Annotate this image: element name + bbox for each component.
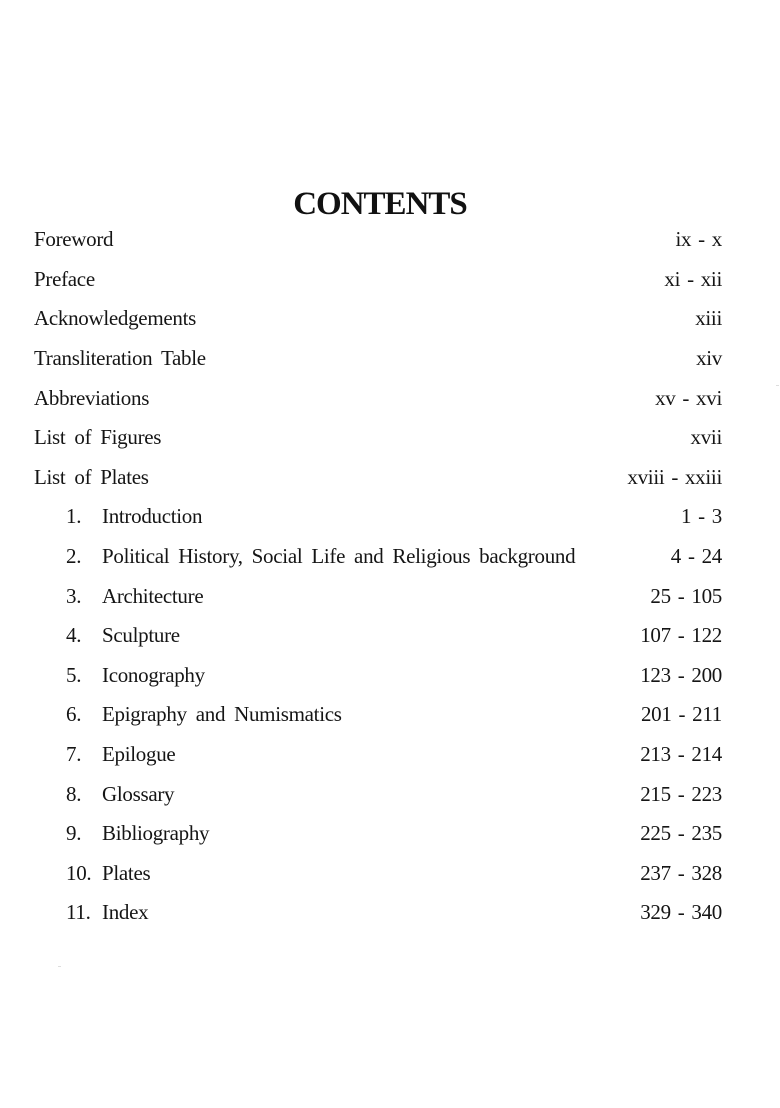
toc-entry-label: Transliteration Table bbox=[34, 346, 206, 371]
toc-chapter-index bbox=[34, 893, 722, 933]
chapter-title: Glossary bbox=[102, 781, 175, 806]
chapter-number: 5. bbox=[66, 662, 82, 687]
toc-entry-label: List of Plates bbox=[34, 464, 149, 489]
scan-speck bbox=[58, 966, 61, 967]
chapter-title: Political History, Social Life and Religious background bbox=[102, 544, 576, 569]
chapter-title: Introduction bbox=[102, 504, 203, 529]
toc-entry-pages: xvii bbox=[690, 425, 722, 450]
toc-entry-list-of-plates bbox=[34, 458, 722, 498]
toc-chapter-plates bbox=[34, 854, 722, 894]
chapter-pages: 213 - 214 bbox=[640, 742, 722, 767]
chapter-number: 3. bbox=[66, 583, 82, 608]
chapter-pages: 4 - 24 bbox=[670, 544, 722, 569]
toc-entry-pages: xiii bbox=[695, 306, 722, 331]
toc-entry-acknowledgements bbox=[34, 299, 722, 339]
toc-entry-foreword bbox=[34, 220, 722, 260]
toc-entry-label: Acknowledgements bbox=[34, 306, 196, 331]
chapter-number: 8. bbox=[66, 781, 82, 806]
chapter-pages: 237 - 328 bbox=[640, 860, 722, 885]
chapter-title: Epigraphy and Numismatics bbox=[102, 702, 342, 727]
toc-chapter-sculpture bbox=[34, 616, 722, 656]
toc-chapter-epigraphy bbox=[34, 695, 722, 735]
toc-chapter-bibliography bbox=[34, 814, 722, 854]
chapter-number: 6. bbox=[66, 702, 82, 727]
toc-entry-pages: xi - xii bbox=[664, 266, 722, 291]
chapter-title: Sculpture bbox=[102, 623, 180, 648]
chapter-number: 2. bbox=[66, 544, 82, 569]
chapter-title: Epilogue bbox=[102, 742, 176, 767]
chapter-title: Iconography bbox=[102, 662, 205, 687]
toc-entry-label: Abbreviations bbox=[34, 385, 150, 410]
toc-entry-label: Foreword bbox=[34, 227, 114, 252]
chapter-title: Plates bbox=[102, 860, 151, 885]
chapter-number: 11. bbox=[66, 900, 91, 925]
chapter-pages: 1 - 3 bbox=[681, 504, 722, 529]
chapter-pages: 329 - 340 bbox=[640, 900, 722, 925]
chapter-number: 10. bbox=[66, 860, 92, 885]
page-title: CONTENTS bbox=[293, 186, 467, 223]
toc-chapter-iconography bbox=[34, 656, 722, 696]
chapter-title: Architecture bbox=[102, 583, 204, 608]
toc-entry-pages: xv - xvi bbox=[655, 385, 722, 410]
toc-entry-abbreviations bbox=[34, 378, 722, 418]
chapter-pages: 107 - 122 bbox=[640, 623, 722, 648]
toc-entry-label: Preface bbox=[34, 266, 95, 291]
chapter-number: 4. bbox=[66, 623, 82, 648]
toc-chapter-epilogue bbox=[34, 735, 722, 775]
toc-entry-pages: ix - x bbox=[675, 227, 722, 252]
toc-chapter-glossary bbox=[34, 774, 722, 814]
chapter-pages: 215 - 223 bbox=[640, 781, 722, 806]
toc-chapter-political-history bbox=[34, 537, 722, 577]
scan-speck bbox=[776, 385, 779, 386]
chapter-title: Bibliography bbox=[102, 821, 210, 846]
toc-entry-preface bbox=[34, 260, 722, 300]
toc-entry-pages: xiv bbox=[696, 346, 722, 371]
chapter-number: 1. bbox=[66, 504, 82, 529]
toc-chapter-introduction bbox=[34, 497, 722, 537]
toc-chapter-architecture bbox=[34, 576, 722, 616]
chapter-number: 9. bbox=[66, 821, 82, 846]
chapter-pages: 201 - 211 bbox=[640, 702, 722, 727]
toc-entry-pages: xviii - xxiii bbox=[627, 464, 722, 489]
chapter-title: Index bbox=[102, 900, 149, 925]
chapter-pages: 225 - 235 bbox=[640, 821, 722, 846]
table-of-contents bbox=[34, 220, 722, 933]
chapter-pages: 123 - 200 bbox=[640, 662, 722, 687]
toc-entry-list-of-figures bbox=[34, 418, 722, 458]
chapter-number: 7. bbox=[66, 742, 82, 767]
chapter-pages: 25 - 105 bbox=[650, 583, 722, 608]
toc-entry-label: List of Figures bbox=[34, 425, 162, 450]
toc-entry-transliteration-table bbox=[34, 339, 722, 379]
